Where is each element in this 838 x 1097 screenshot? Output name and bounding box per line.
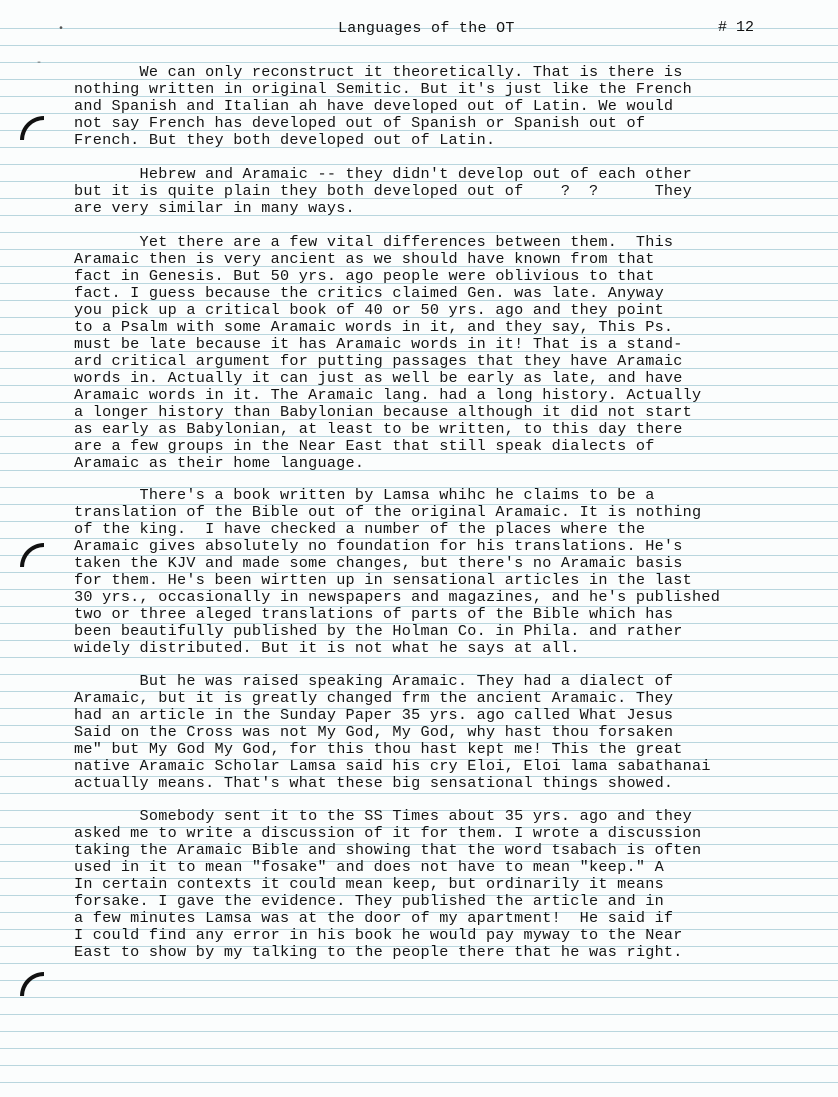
paragraph: We can only reconstruct it theoretically. That is there is nothing written in original Semitic. But it's just like the French and Spanish and Italian ah have developed out of Latin. We would not say French has developed out of Spanish or Spanish out of French. But they both developed out of Latin.	[74, 63, 693, 149]
binder-hole-middle	[20, 543, 44, 567]
paragraph: Somebody sent it to the SS Times about 35 yrs. ago and they asked me to write a discussion of it for them. I wrote a discussion taking the Aramaic Bible and showing that the word tsabach is often used in it to mean "fosake" and does not have to mean "keep." A In certain contexts it could mean keep, but ordinarily it means forsake. I gave the evidence. They published the article and in a few minutes Lamsa was at the door of my apartment! He said if I could find any error in his book he would pay myway to the Near East to show by my talking to the people there that he was right.	[74, 807, 702, 961]
stray-mark: -	[36, 58, 43, 69]
page-title: Languages of the OT	[338, 20, 515, 37]
page-number: # 12	[718, 19, 755, 36]
paragraph: There's a book written by Lamsa whihc he claims to be a translation of the Bible out of the original Aramaic. It is nothing of the king. I have checked a number of the places where the Aramaic gives absolutely no foundation for his translations. He's taken the KJV and made some changes, but there's no Aramaic basis for them. He's been wirtten up in sensational articles in the last 30 yrs., occasionally in newspapers and magazines, and he's published two or three aleged translations of parts of the Bible which has been beautifully published by the Holman Co. in Phila. and rather widely distributed. But it is not what he says at all.	[74, 486, 721, 657]
stray-mark: •	[58, 24, 65, 35]
binder-hole-top	[20, 116, 44, 140]
paragraph: Hebrew and Aramaic -- they didn't develop out of each other but it is quite plain they both developed out of ? ? They are very similar in many ways.	[74, 165, 693, 217]
binder-hole-bottom	[20, 972, 44, 996]
paragraph: Yet there are a few vital differences between them. This Aramaic then is very ancient as we should have known from that fact in Genesis. But 50 yrs. ago people were oblivious to that fact. I guess because the critics claimed Gen. was late. Anyway you pick up a critical book of 40 or 50 yrs. ago and they point to a Psalm with some Aramaic words in it, and they say, This Ps. must be late because it has Aramaic words in it! That is a stand- ard critical argument for putting passages that they have Aramaic words in. Actually it can just as well be early as late, and have Aramaic words in it. The Aramaic lang. had a long history. Actually a longer history than Babylonian because although it did not start as early as Babylonian, at least to be written, to this day there are a few groups in the Near East that still speak dialects of Aramaic as their home language.	[74, 233, 702, 472]
paragraph: But he was raised speaking Aramaic. They had a dialect of Aramaic, but it is greatly changed frm the ancient Aramaic. They had an article in the Sunday Paper 35 yrs. ago called What Jesus Said on the Cross was not My God, My God, why hast thou forsaken me" but My God My God, for this thou hast kept me! This the great native Aramaic Scholar Lamsa said his cry Eloi, Eloi lama sabathanai actually means. That's what these big sensational things showed.	[74, 672, 711, 792]
